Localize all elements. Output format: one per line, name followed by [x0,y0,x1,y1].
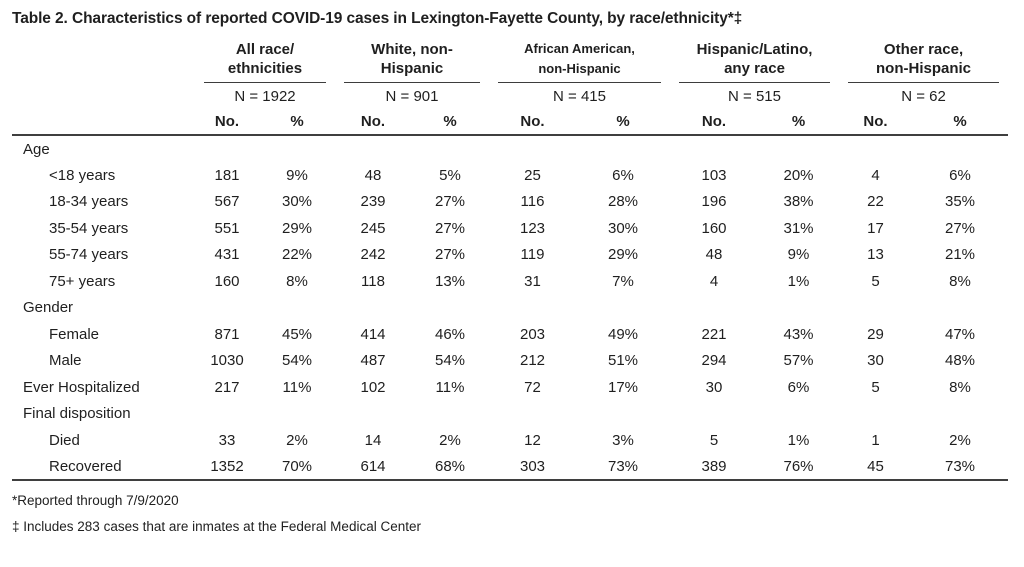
row-label: Died [49,431,80,449]
sample-size-row [12,83,1008,109]
n-value: N = 515 [728,87,781,105]
footnotes [12,481,1010,541]
cell-value: 160 [701,219,727,237]
cell-value: 17 [867,219,884,237]
cell-value: 6% [787,378,810,396]
cell-value [411,294,489,321]
cell-value: 45 [839,453,912,480]
cell-value: 8% [949,272,971,290]
cell-value: 1030 [210,352,244,370]
cell-value: 11% [435,378,465,396]
cell-value: 123 [519,219,546,237]
group-header-other [839,39,1008,83]
cell-value: 33 [218,431,236,449]
cell-value: 22 [867,193,884,211]
no-header: No. [839,109,912,135]
table-title: Table 2. Characteristics of reported COVID-19 cases in Lexington-Fayette County, by race/ethnicity*‡ [12,10,743,27]
cell-value: 13% [434,272,466,290]
group-label-line: Hispanic [380,60,444,78]
cell-value: 7% [612,272,634,290]
cell-value [912,294,1008,321]
cell-value: 27% [434,193,466,211]
subheader-row [12,109,1008,135]
n-value: N = 62 [901,87,946,105]
group-label-line: All race/ [235,40,295,58]
cell-value: 13 [867,246,884,264]
cell-value: 72 [524,378,541,396]
cell-value [259,294,335,321]
cell-value [670,400,758,427]
table-row [12,162,1008,189]
cell-value: 25 [524,166,541,184]
cell-value [411,400,489,427]
cell-value [758,400,839,427]
cell-value: 551 [214,219,240,237]
group-header-white [335,39,489,83]
cell-value: 3% [612,431,634,449]
cell-value: 29 [867,325,884,343]
group-label-line: Other race, [883,40,964,58]
cell-value: 389 [670,453,758,480]
cell-value: 294 [701,352,727,370]
section-label: Gender [23,299,74,317]
cell-value: 68% [411,453,489,480]
cell-value: 22% [281,246,313,264]
cell-value: 70% [259,453,335,480]
cell-value: 160 [214,272,240,290]
cell-value: 5% [439,166,461,184]
table-row [12,321,1008,348]
cell-value [489,294,576,321]
cell-value [195,294,259,321]
table-row [12,241,1008,268]
table-row [12,400,1008,427]
table-row [12,268,1008,295]
cell-value [670,294,758,321]
cell-value [335,135,411,162]
group-label-line: White, non- [371,40,453,58]
cell-value [758,294,839,321]
group-header-all-races [195,39,335,83]
cell-value: 303 [489,453,576,480]
cell-value: 30% [281,193,313,211]
cell-value [259,135,335,162]
cell-value: 2% [439,431,461,449]
cell-value [411,135,489,162]
row-label: 75+ years [49,272,116,290]
no-header: No. [489,109,576,135]
cell-value [839,294,912,321]
empty-cell [12,83,195,109]
cell-value [839,135,912,162]
cell-value: 30% [607,219,639,237]
cell-value: 47% [945,325,976,343]
empty-cell [12,109,195,135]
table-header [12,39,1008,135]
cell-value: 27% [434,219,466,237]
cell-value: 103 [701,166,727,184]
group-label-line: any race [724,60,785,78]
pct-header: % [411,109,489,135]
row-label: <18 years [49,166,116,184]
section-label: Final disposition [23,405,131,423]
cell-value [576,294,670,321]
footnote-inmates: ‡ Includes 283 cases that are inmates at the Federal Medical Center [12,519,421,535]
cell-value: 30 [867,352,884,370]
cell-value: 29% [607,246,639,264]
cell-value: 6% [612,166,634,184]
cell-value: 239 [360,193,386,211]
cell-value: 1% [787,272,810,290]
cell-value: 1 [871,431,880,449]
row-label: 18-34 years [49,193,129,211]
cell-value: 2% [949,431,971,449]
group-label-line: non-Hispanic [538,61,621,77]
cell-value [195,400,259,427]
cell-value: 49% [607,325,639,343]
footnote-reported-through: *Reported through 7/9/2020 [12,492,179,508]
cell-value: 414 [360,325,386,343]
cell-value: 871 [214,325,240,343]
no-header: No. [335,109,411,135]
group-header-row [12,39,1008,83]
cell-value: 8% [949,378,971,396]
group-header-hispanic [670,39,839,83]
cell-value: 45% [281,325,313,343]
group-header-african-american [489,39,670,83]
cell-value [576,400,670,427]
cell-value: 12 [524,431,541,449]
cell-value: 487 [360,352,386,370]
cell-value [576,135,670,162]
section-label: Age [23,140,50,158]
cell-value: 116 [520,193,545,211]
cell-value: 102 [360,378,386,396]
cell-value: 5 [871,272,880,290]
cell-value: 9% [787,246,810,264]
cell-value [335,400,411,427]
cell-value: 27% [434,246,466,264]
cell-value [758,135,839,162]
cell-value: 217 [214,378,240,396]
cell-value: 43% [783,325,814,343]
cell-value: 5 [709,431,719,449]
table-row [12,215,1008,242]
cell-value: 242 [360,246,386,264]
cell-value: 203 [519,325,546,343]
cell-value [839,400,912,427]
cell-value: 1% [787,431,810,449]
cell-value: 181 [214,166,240,184]
cell-value: 11% [282,378,312,396]
pct-header: % [758,109,839,135]
cell-value: 31% [783,219,814,237]
group-label-line: Hispanic/Latino, [696,40,813,58]
cell-value: 567 [214,193,240,211]
cell-value: 614 [335,453,411,480]
cell-value: 245 [360,219,386,237]
pct-header: % [912,109,1008,135]
table-row [12,453,1008,480]
cell-value: 14 [364,431,382,449]
cell-value: 212 [519,352,546,370]
cell-value: 54% [434,352,466,370]
cell-value: 48% [945,352,976,370]
cell-value: 51% [607,352,639,370]
cell-value: 20% [783,166,814,184]
cell-value: 54% [281,352,313,370]
cell-value: 1352 [195,453,259,480]
cell-value: 73% [576,453,670,480]
cell-value: 73% [912,453,1008,480]
cell-value: 119 [520,246,545,264]
n-value: N = 901 [385,87,439,105]
cell-value: 9% [286,166,308,184]
table-body [12,135,1008,480]
table-row [12,374,1008,401]
cell-value: 4 [709,272,719,290]
row-label: Female [49,325,100,343]
cell-value: 221 [701,325,727,343]
row-label: Male [49,352,82,370]
cell-value [670,135,758,162]
cell-value: 17% [607,378,639,396]
corner-cell [12,39,195,83]
cell-value: 46% [434,325,466,343]
cell-value [335,294,411,321]
cell-value: 31 [524,272,541,290]
cell-value: 4 [871,166,880,184]
cell-value [259,400,335,427]
cell-value [489,135,576,162]
cell-value: 57% [783,352,814,370]
no-header: No. [670,109,758,135]
cell-value [489,400,576,427]
pct-header: % [576,109,670,135]
group-label-line: African American, [524,41,635,56]
table-row [12,135,1008,162]
table-row [12,188,1008,215]
cell-value: 431 [214,246,240,264]
row-label: 35-54 years [49,219,129,237]
cell-value: 2% [286,431,308,449]
no-header: No. [195,109,259,135]
cell-value: 6% [949,166,971,184]
cell-value: 28% [607,193,639,211]
cell-value: 30 [705,378,723,396]
covid-characteristics-table [12,39,1008,481]
cell-value: 5 [871,378,880,396]
cell-value: 8% [286,272,308,290]
cell-value: 118 [361,272,385,290]
cell-value: 35% [945,193,976,211]
group-label-line: ethnicities [227,60,303,78]
table-row [12,294,1008,321]
cell-value: 48 [705,246,723,264]
cell-value: 27% [945,219,976,237]
section-label: Ever Hospitalized [23,378,140,396]
cell-value: 38% [783,193,814,211]
cell-value [912,135,1008,162]
table-row [12,347,1008,374]
pct-header: % [259,109,335,135]
cell-value: 48 [364,166,382,184]
row-label: 55-74 years [49,246,129,264]
table-row [12,427,1008,454]
group-label-line: non-Hispanic [876,60,972,78]
cell-value [195,135,259,162]
cell-value: 29% [281,219,313,237]
n-value: N = 415 [553,87,606,105]
row-label: Recovered [12,453,195,480]
n-value: N = 1922 [234,87,296,105]
cell-value [912,400,1008,427]
cell-value: 196 [701,193,727,211]
cell-value: 76% [758,453,839,480]
cell-value: 21% [945,246,976,264]
